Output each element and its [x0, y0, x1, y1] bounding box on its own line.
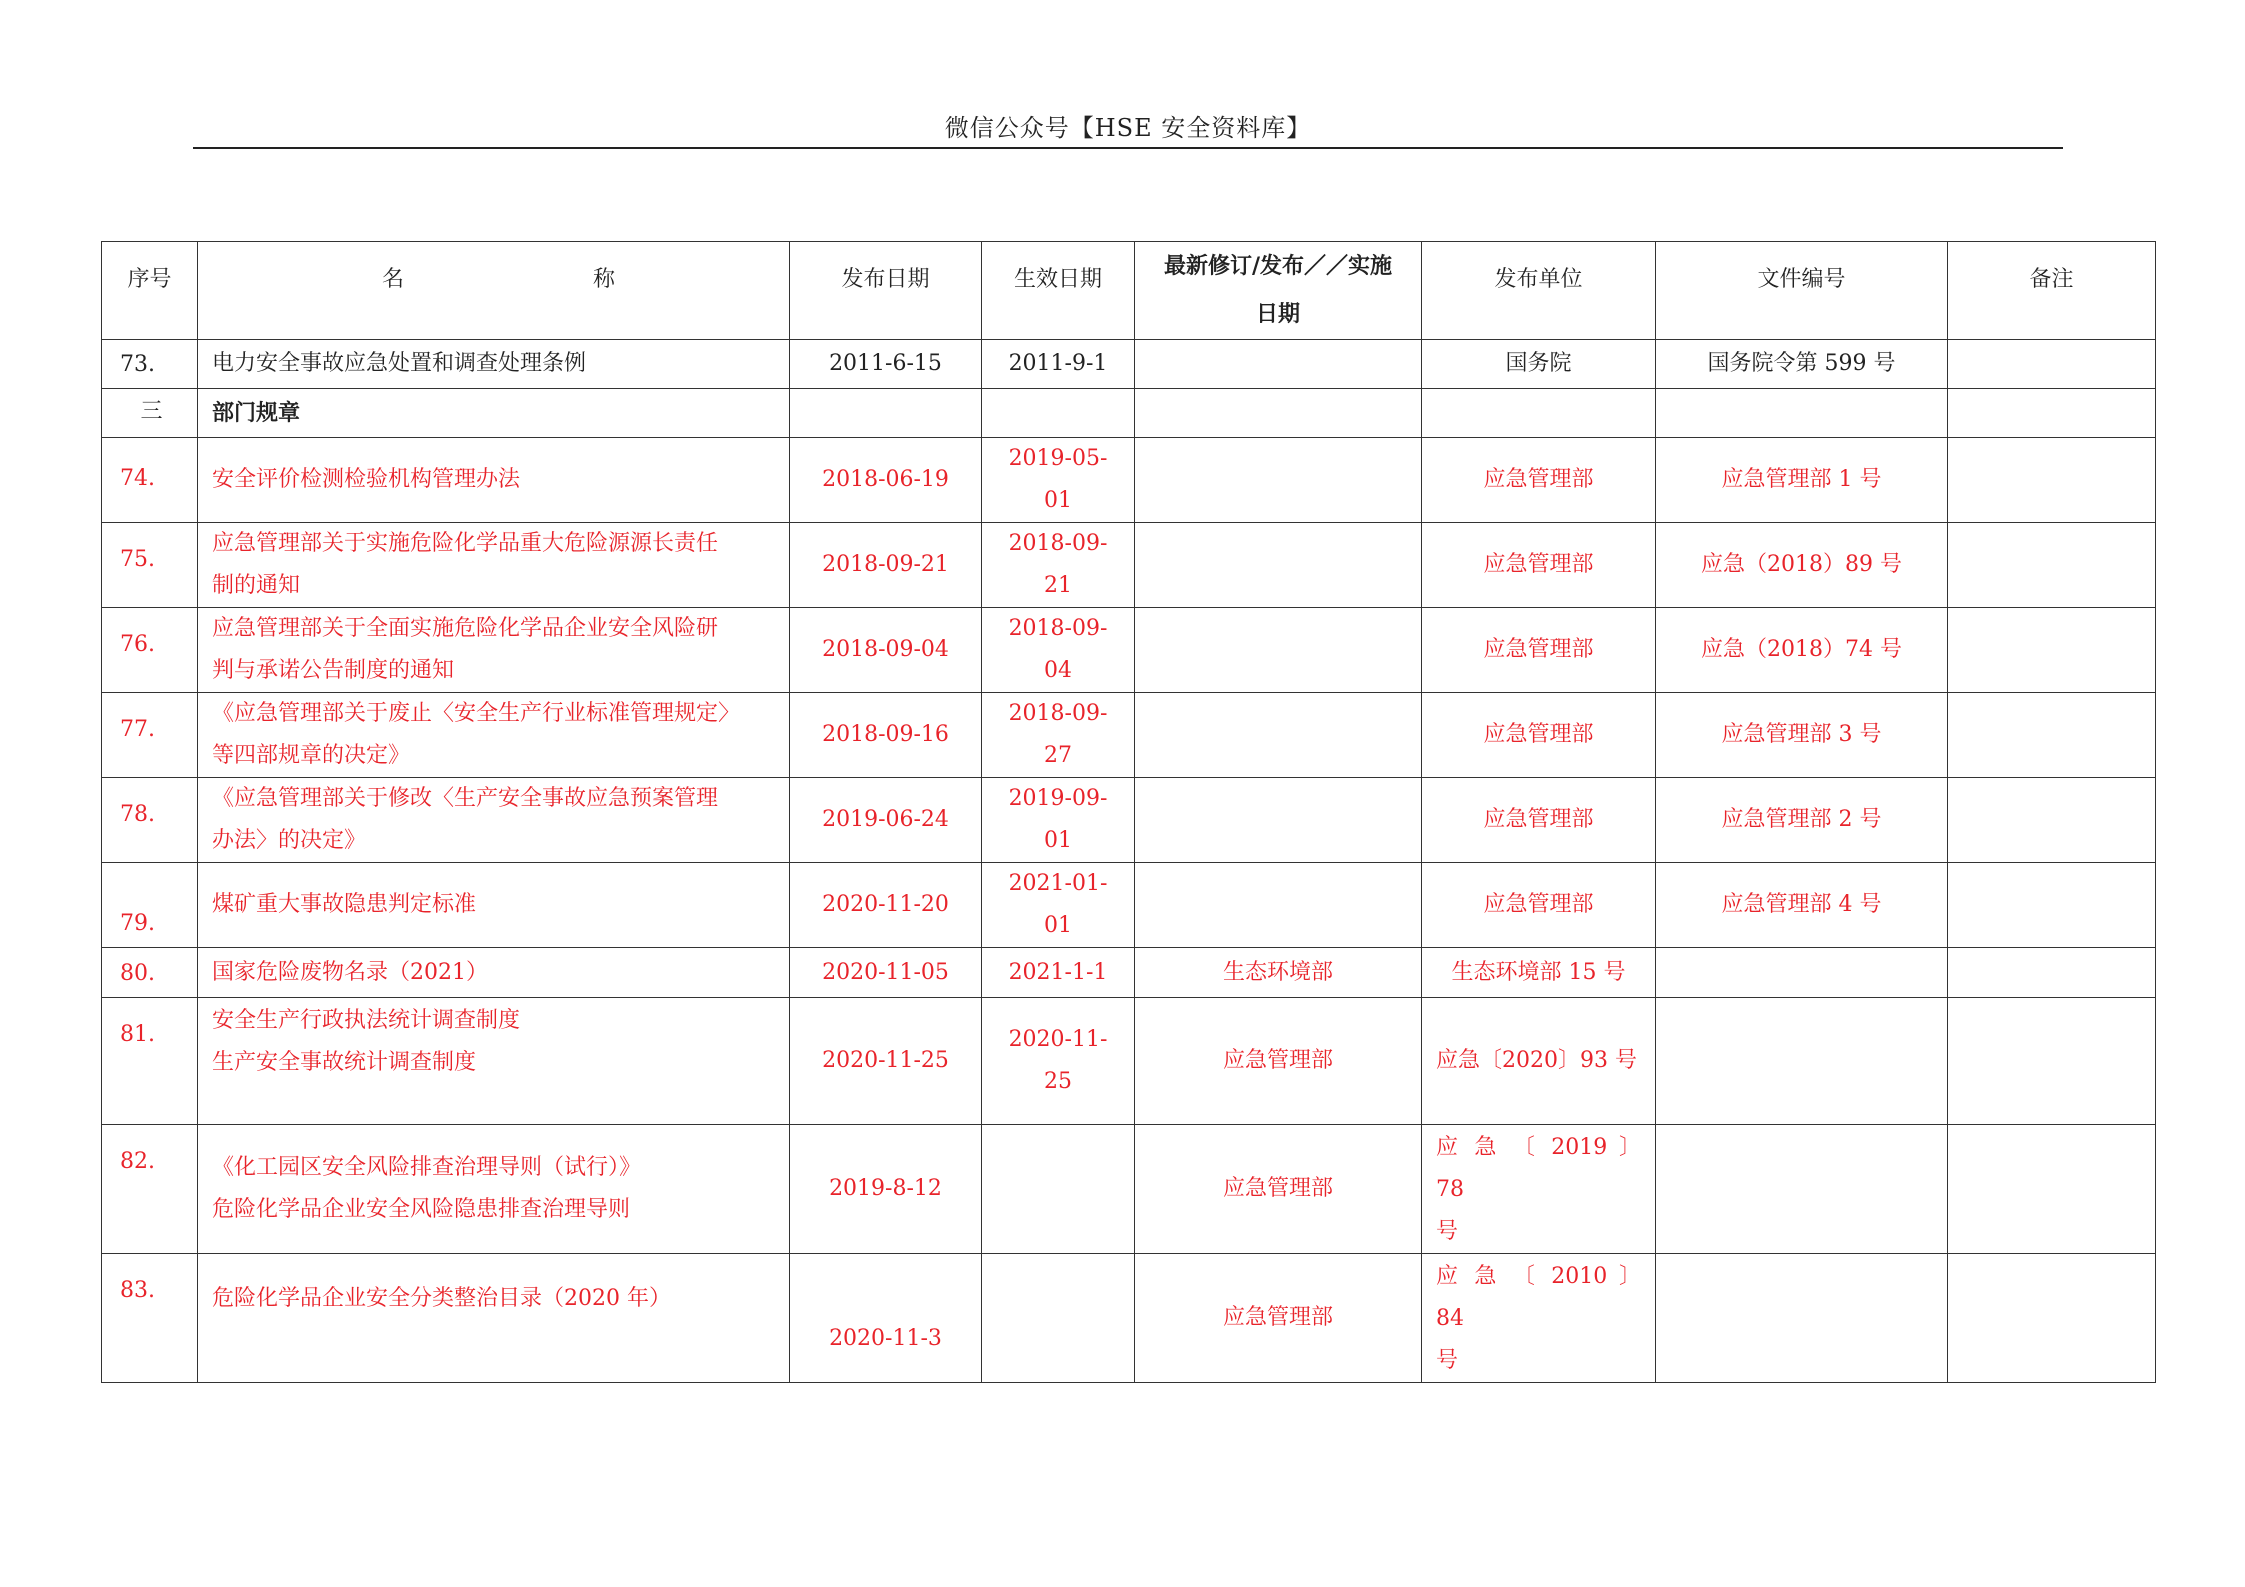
row-name-line: 等四部规章的决定》: [212, 743, 411, 768]
row-seq: 78.: [102, 778, 198, 863]
col-header-name: [198, 242, 790, 340]
row-remarks: [1948, 998, 2156, 1125]
row-issuer-line: 号: [1436, 1219, 1459, 1244]
col-header-seq: 序号: [102, 242, 198, 340]
row-remarks: [1948, 863, 2156, 948]
table-row: [102, 948, 2156, 998]
row-doc-number: 应急（2018）74 号: [1656, 608, 1948, 693]
row-effective-date: [982, 1254, 1135, 1383]
row-issuer: 应急管理部: [1422, 693, 1656, 778]
row-name: [198, 523, 790, 608]
row-name: 危险化学品企业安全分类整治目录（2020 年）: [198, 1254, 790, 1383]
table-row: [102, 608, 2156, 693]
col-header-name-right: 称: [592, 267, 615, 292]
row-effective-date: 2019-05-01: [982, 438, 1135, 523]
row-latest-revision: [1135, 863, 1422, 948]
row-name-line: 《应急管理部关于修改〈生产安全事故应急预案管理: [212, 786, 719, 811]
row-name-line: 安全生产行政执法统计调查制度: [212, 1008, 521, 1033]
col-header-latest-revision-line1: 最新修订/发布／／实施: [1163, 253, 1393, 279]
table-row: [102, 778, 2156, 863]
section-cell: [1135, 389, 1422, 438]
row-latest-revision: [1135, 608, 1422, 693]
col-header-latest-revision: [1135, 242, 1422, 340]
row-publish-date: 2019-8-12: [790, 1125, 982, 1254]
section-seq: 三: [102, 389, 198, 438]
row-doc-number: 应急（2018）89 号: [1656, 523, 1948, 608]
row-remarks: [1948, 693, 2156, 778]
row-name: [198, 608, 790, 693]
table-row: [102, 998, 2156, 1125]
row-name: 安全评价检测检验机构管理办法: [198, 438, 790, 523]
row-publish-date: 2020-11-05: [790, 948, 982, 998]
row-name: 电力安全事故应急处置和调查处理条例: [198, 340, 790, 389]
table-row: [102, 438, 2156, 523]
row-issuer-line: 应 急 〔 2019 〕 78: [1436, 1135, 1641, 1202]
row-doc-number: 应急管理部 2 号: [1656, 778, 1948, 863]
row-publish-date: 2018-09-21: [790, 523, 982, 608]
row-publish-date: 2019-06-24: [790, 778, 982, 863]
row-publish-date: 2020-11-25: [790, 998, 982, 1125]
row-name: [198, 693, 790, 778]
row-doc-number: 国务院令第 599 号: [1656, 340, 1948, 389]
row-remarks: [1948, 438, 2156, 523]
row-issuer: 应急管理部: [1422, 863, 1656, 948]
row-doc-number: [1656, 948, 1948, 998]
row-latest-revision: 生态环境部: [1135, 948, 1422, 998]
row-name: [198, 1125, 790, 1254]
row-publish-date: 2011-6-15: [790, 340, 982, 389]
row-latest-revision: [1135, 340, 1422, 389]
section-cell: [1422, 389, 1656, 438]
row-doc-number: 应急管理部 4 号: [1656, 863, 1948, 948]
row-latest-revision: 应急管理部: [1135, 1254, 1422, 1383]
row-remarks: [1948, 1125, 2156, 1254]
section-cell: [790, 389, 982, 438]
row-issuer: 应急管理部: [1422, 438, 1656, 523]
row-seq: 83.: [102, 1254, 198, 1383]
row-effective-date: 2020-11-25: [982, 998, 1135, 1125]
table-header-row: [102, 242, 2156, 340]
row-latest-revision: [1135, 778, 1422, 863]
row-name: 国家危险废物名录（2021）: [198, 948, 790, 998]
row-issuer: 生态环境部 15 号: [1422, 948, 1656, 998]
row-name: [198, 778, 790, 863]
row-name-line: 应急管理部关于实施危险化学品重大危险源源长责任: [212, 531, 719, 556]
row-remarks: [1948, 1254, 2156, 1383]
row-issuer: 国务院: [1422, 340, 1656, 389]
row-latest-revision: [1135, 693, 1422, 778]
row-seq: 79.: [102, 863, 198, 948]
col-header-issuer: 发布单位: [1422, 242, 1656, 340]
row-publish-date: 2018-09-04: [790, 608, 982, 693]
row-remarks: [1948, 948, 2156, 998]
row-remarks: [1948, 608, 2156, 693]
row-name-line: 制的通知: [212, 573, 301, 598]
row-issuer-line: 号: [1436, 1348, 1459, 1373]
row-name-line: 《应急管理部关于废止〈安全生产行业标准管理规定〉: [212, 701, 741, 726]
col-header-name-left: 名: [382, 267, 405, 292]
row-latest-revision: 应急管理部: [1135, 998, 1422, 1125]
row-effective-date: 2018-09-21: [982, 523, 1135, 608]
row-name-line: 应急管理部关于全面实施危险化学品企业安全风险研: [212, 616, 719, 641]
row-publish-date: 2018-06-19: [790, 438, 982, 523]
table-row: [102, 523, 2156, 608]
row-seq: 80.: [102, 948, 198, 998]
row-effective-date: 2021-01-01: [982, 863, 1135, 948]
col-header-effective-date: 生效日期: [982, 242, 1135, 340]
section-cell: [1656, 389, 1948, 438]
row-latest-revision: 应急管理部: [1135, 1125, 1422, 1254]
table-row: [102, 1254, 2156, 1383]
row-issuer: [1422, 1125, 1656, 1254]
row-publish-date: 2018-09-16: [790, 693, 982, 778]
row-latest-revision: [1135, 438, 1422, 523]
row-issuer: 应急管理部: [1422, 523, 1656, 608]
section-cell: [982, 389, 1135, 438]
row-effective-date: 2018-09-27: [982, 693, 1135, 778]
row-doc-number: [1656, 1254, 1948, 1383]
row-seq: 82.: [102, 1125, 198, 1254]
row-issuer: [1422, 1254, 1656, 1383]
table-section-row: [102, 389, 2156, 438]
row-issuer: 应急管理部: [1422, 608, 1656, 693]
row-remarks: [1948, 778, 2156, 863]
row-latest-revision: [1135, 523, 1422, 608]
row-seq: 73.: [102, 340, 198, 389]
row-seq: 81.: [102, 998, 198, 1125]
row-remarks: [1948, 340, 2156, 389]
row-doc-number: [1656, 1125, 1948, 1254]
row-issuer: 应急管理部: [1422, 778, 1656, 863]
col-header-publish-date: 发布日期: [790, 242, 982, 340]
row-name-line: 判与承诺公告制度的通知: [212, 658, 455, 683]
row-issuer: 应急〔2020〕93 号: [1422, 998, 1656, 1125]
col-header-doc-number: 文件编号: [1656, 242, 1948, 340]
section-cell: [1948, 389, 2156, 438]
row-seq: 76.: [102, 608, 198, 693]
row-seq: 77.: [102, 693, 198, 778]
regulations-table: [101, 241, 2156, 1383]
page-header-title: 微信公众号【HSE 安全资料库】: [944, 114, 1312, 142]
row-issuer-line: 应 急 〔 2010 〕 84: [1436, 1264, 1641, 1331]
col-header-remarks: 备注: [1948, 242, 2156, 340]
row-effective-date: 2021-1-1: [982, 948, 1135, 998]
header-divider: [193, 147, 2063, 149]
row-publish-date: 2020-11-20: [790, 863, 982, 948]
row-name-line: 办法〉的决定》: [212, 828, 367, 853]
row-name-line: 危险化学品企业安全风险隐患排查治理导则: [212, 1197, 631, 1222]
row-name-line: 《化工园区安全风险排查治理导则（试行）》: [212, 1155, 642, 1180]
table-row: [102, 1125, 2156, 1254]
row-doc-number: 应急管理部 3 号: [1656, 693, 1948, 778]
row-name: [198, 998, 790, 1125]
row-effective-date: [982, 1125, 1135, 1254]
row-remarks: [1948, 523, 2156, 608]
row-seq: 74.: [102, 438, 198, 523]
col-header-latest-revision-line2: 日期: [1255, 301, 1300, 327]
row-doc-number: [1656, 998, 1948, 1125]
row-doc-number: 应急管理部 1 号: [1656, 438, 1948, 523]
table-row: [102, 340, 2156, 389]
row-effective-date: 2019-09-01: [982, 778, 1135, 863]
row-name: 煤矿重大事故隐患判定标准: [198, 863, 790, 948]
row-effective-date: 2011-9-1: [982, 340, 1135, 389]
row-seq: 75.: [102, 523, 198, 608]
row-publish-date: 2020-11-3: [790, 1254, 982, 1383]
table-row: [102, 863, 2156, 948]
table-row: [102, 693, 2156, 778]
row-name-line: 生产安全事故统计调查制度: [212, 1050, 477, 1075]
section-title: 部门规章: [198, 389, 790, 438]
row-effective-date: 2018-09-04: [982, 608, 1135, 693]
